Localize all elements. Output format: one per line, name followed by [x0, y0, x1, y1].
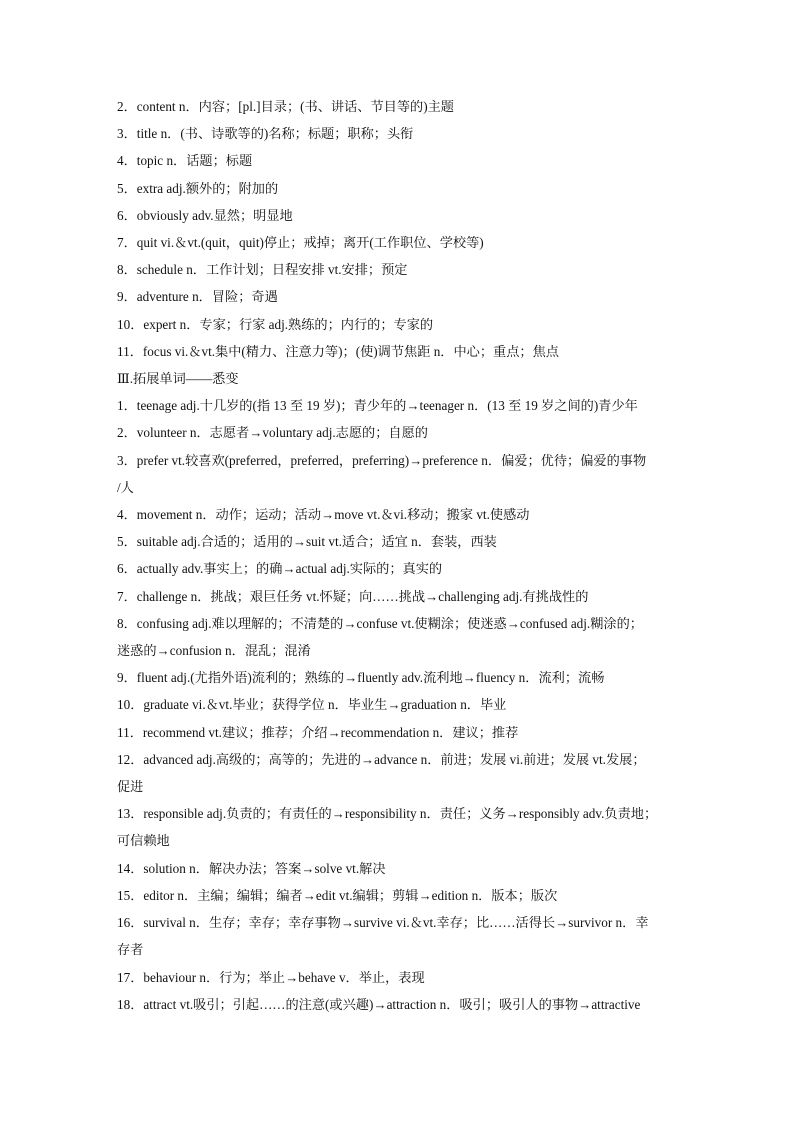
entry-recommend: 11．recommend vt.建议；推荐；介绍→recommendation n．建议；推荐 — [117, 724, 519, 740]
entry-movement: 4．movement n．动作；运动；活动→move vt.＆vi.移动；搬家 vt.使感动 — [117, 507, 530, 523]
entry-responsible-cont: 可信赖地 — [117, 833, 170, 849]
entry-fluent: 9．fluent adj.(尤指外语)流利的；熟练的→fluently adv.流利地→fluency n．流利；流畅 — [117, 670, 605, 686]
entry-confusing: 8．confusing adj.难以理解的；不清楚的→confuse vt.使糊涂；使迷惑→confused adj.糊涂的； — [117, 615, 643, 631]
entry-title: 3．title n．(书、诗歌等的)名称；标题；职称；头衔 — [117, 126, 414, 142]
entry-content: 2．content n．内容；[pl.]目录；(书、讲话、节目等的)主题 — [117, 99, 454, 114]
entry-topic: 4．topic n．话题；标题 — [117, 153, 253, 169]
entry-attract: 18．attract vt.吸引；引起……的注意(或兴趣)→attraction n．吸引；吸引人的事物→attractive — [117, 996, 641, 1012]
entry-schedule: 8．schedule n．工作计划；日程安排 vt.安排；预定 — [117, 262, 408, 278]
entry-advanced-cont: 促进 — [117, 779, 144, 795]
entry-prefer-cont: /人 — [117, 479, 134, 495]
section-heading: Ⅲ.拓展单词——悉变 — [117, 371, 239, 387]
entry-quit: 7．quit vi.＆vt.(quit，quit)停止；戒掉；离开(工作职位、学校等) — [117, 235, 484, 251]
entry-confusing-cont: 迷惑的→confusion n．混乱；混淆 — [117, 643, 311, 659]
entry-behaviour: 17．behaviour n．行为；举止→behave v．举止，表现 — [117, 969, 425, 985]
entry-suitable: 5．suitable adj.合适的；适用的→suit vt.适合；适宜 n．套装，西装 — [117, 534, 497, 550]
entry-editor: 15．editor n．主编；编辑；编者→edit vt.编辑；剪辑→edition n．版本；版次 — [117, 887, 558, 903]
entry-adventure: 9．adventure n．冒险；奇遇 — [117, 289, 278, 305]
entry-extra: 5．extra adj.额外的；附加的 — [117, 180, 279, 196]
entry-volunteer: 2．volunteer n．志愿者→voluntary adj.志愿的；自愿的 — [117, 425, 428, 441]
entry-actually: 6．actually adv.事实上；的确→actual adj.实际的；真实的 — [117, 561, 443, 577]
entry-responsible: 13．responsible adj.负责的；有责任的→responsibility n．责任；义务→responsibly adv.负责地； — [117, 806, 658, 822]
entry-prefer: 3．prefer vt.较喜欢(preferred，preferred，preferring)→preference n．偏爱；优待；偏爱的事物 — [117, 452, 647, 468]
entry-focus: 11．focus vi.＆vt.集中(精力、注意力等)；(使)调节焦距 n．中心；重点；焦点 — [117, 343, 559, 359]
entry-survival: 16．survival n．生存；幸存；幸存事物→survive vi.＆vt.幸存；比……活得长→survivor n．幸 — [117, 915, 649, 931]
entry-survival-cont: 存者 — [117, 942, 144, 958]
entry-graduate: 10．graduate vi.＆vt.毕业；获得学位 n．毕业生→graduation n．毕业 — [117, 697, 507, 713]
entry-advanced: 12．advanced adj.高级的；高等的；先进的→advance n．前进；发展 vi.前进；发展 vt.发展； — [117, 751, 646, 767]
entry-challenge: 7．challenge n．挑战；艰巨任务 vt.怀疑；向……挑战→challenging adj.有挑战性的 — [117, 588, 589, 604]
entry-teenage: 1．teenage adj.十几岁的(指 13 至 19 岁)；青少年的→teenager n．(13 至 19 岁之间的)青少年 — [117, 398, 638, 414]
entry-solution: 14．solution n．解决办法；答案→solve vt.解决 — [117, 860, 386, 876]
entry-obviously: 6．obviously adv.显然；明显地 — [117, 207, 293, 223]
entry-expert: 10．expert n．专家；行家 adj.熟练的；内行的；专家的 — [117, 316, 434, 332]
